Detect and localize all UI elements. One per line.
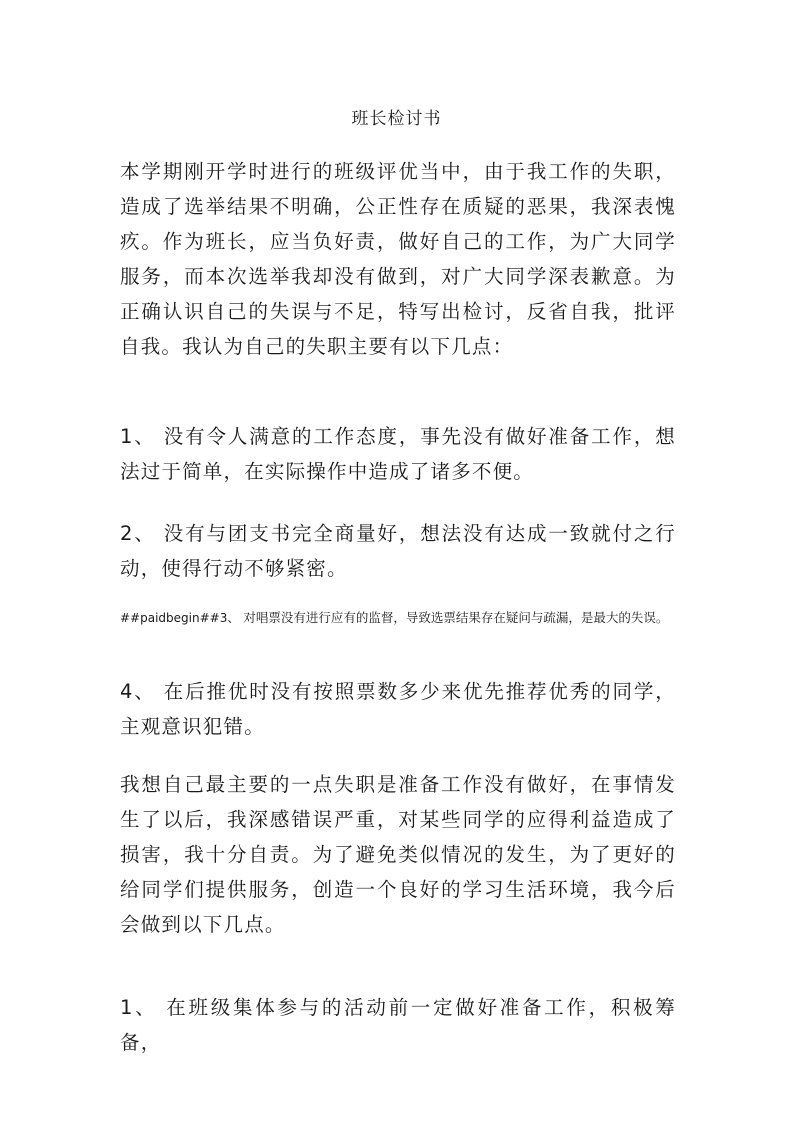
fault-item-3-tag: ##paidbegin##3、	[120, 611, 240, 625]
fault-item-4-number: 4、	[120, 680, 156, 703]
fault-item-4	[120, 674, 676, 744]
fault-item-3	[120, 609, 676, 627]
fault-item-2-text: 没有与团支书完全商量好，想法没有达成一致就付之行动，使得行动不够紧密。	[120, 522, 676, 580]
fault-item-2-number: 2、	[120, 522, 156, 545]
plan-item-1	[120, 990, 676, 1060]
plan-item-1-text: 在班级集体参与的活动前一定做好准备工作，积极筹备，	[120, 996, 677, 1054]
fault-item-3-text: 对唱票没有进行应有的监督，导致选票结果存在疑问与疏漏，是最大的失误。	[239, 610, 669, 625]
intro-paragraph: 本学期刚开学时进行的班级评优当中，由于我工作的失职，造成了选举结果不明确，公正性存在质疑的恶果，我深表愧疚。作为班长，应当负好责，做好自己的工作，为广大同学服务，而本次选举我却没有做到，对广大同学深表歉意。为正确认识自己的失误与不足，特写出检讨，反省自我，批评自我。我认为自己的失职主要有以下几点：	[120, 160, 676, 358]
fault-item-4-text: 在后推优时没有按照票数多少来优先推荐优秀的同学，主观意识犯错。	[120, 680, 676, 738]
fault-item-1-text: 没有令人满意的工作态度，事先没有做好准备工作，想法过于简单，在实际操作中造成了诸多不便。	[120, 425, 676, 483]
reflection-paragraph: 我想自己最主要的一点失职是准备工作没有做好，在事情发生了以后，我深感错误严重，对某些同学的应得利益造成了损害，我十分自责。为了避免类似情况的发生，为了更好的给同学们提供服务，创造一个良好的学习生活环境，我今后会做到以下几点。	[120, 773, 676, 936]
fault-item-1-number: 1、	[120, 425, 156, 448]
plan-item-1-number: 1、	[120, 996, 158, 1019]
fault-item-2	[120, 516, 676, 586]
fault-item-1	[120, 419, 676, 489]
document-title: 班长检讨书	[351, 109, 442, 129]
